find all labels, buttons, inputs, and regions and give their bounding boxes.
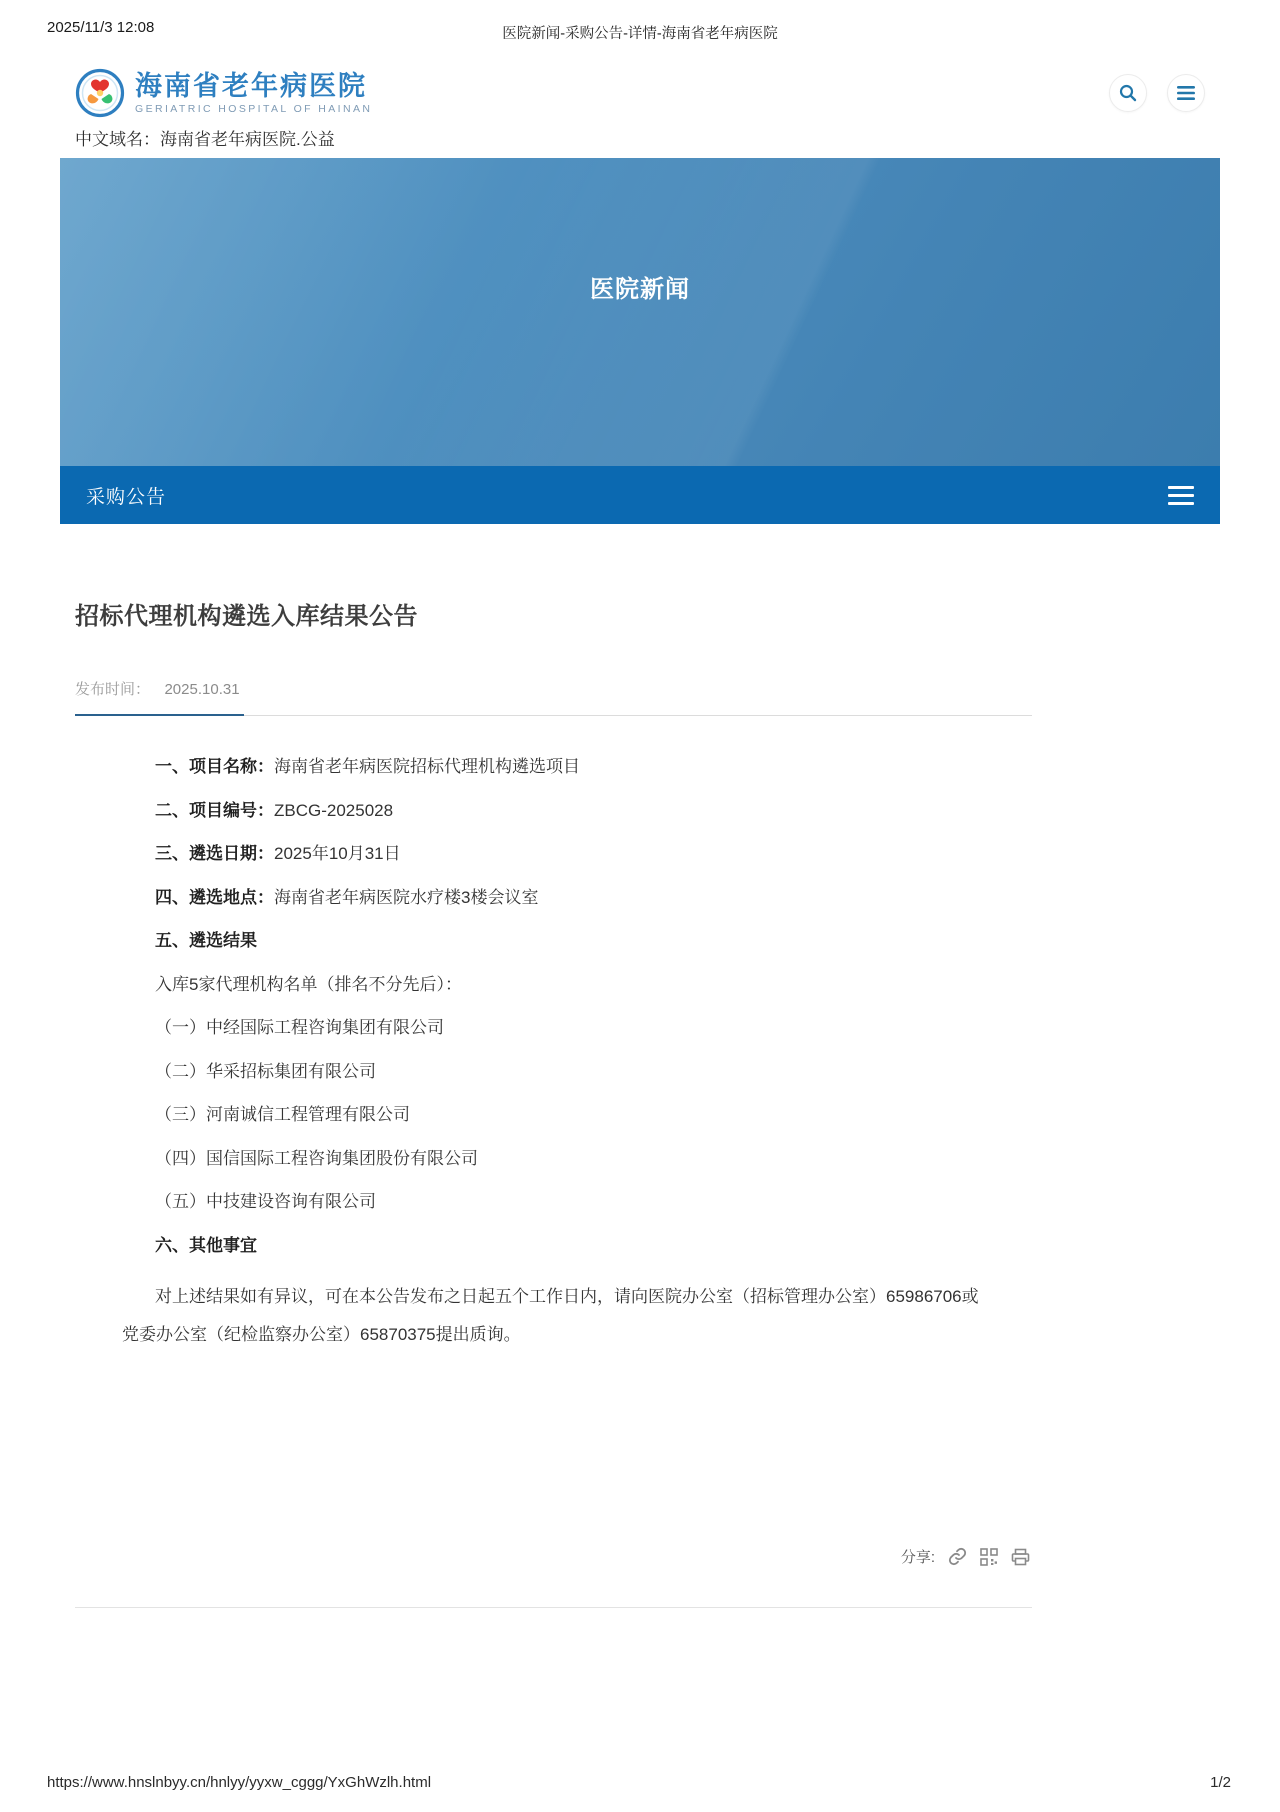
article-body [75, 756, 1032, 1257]
hamburger-menu-icon [1176, 85, 1196, 101]
announcement-article [75, 524, 1032, 1608]
print-footer-url: https://www.hnslnbyy.cn/hnlyy/yyxw_cggg/YxGhWzlh.html [47, 1774, 432, 1791]
printer-icon[interactable] [1011, 1548, 1030, 1566]
hospital-logo-text [135, 71, 372, 115]
print-doc-title: 医院新闻-采购公告-详情-海南省老年病医院 [502, 26, 778, 42]
article-title: 招标代理机构遴选入库结果公告 [75, 603, 418, 630]
qr-code-icon[interactable] [980, 1548, 998, 1566]
other-matters-paragraph: 对上述结果如有异议，可在本公告发布之日起五个工作日内，请向医院办公室（招标管理办公室）65986706或党委办公室（纪检监察办公室）65870375提出质询。 [122, 1287, 979, 1344]
field-selection-place: 四、遴选地点：海南省老年病医院水疗楼3楼会议室 [155, 887, 539, 907]
link-share-icon[interactable] [948, 1547, 967, 1566]
field-project-name: 一、项目名称：海南省老年病医院招标代理机构遴选项目 [155, 757, 580, 776]
header-menu-button[interactable] [1167, 74, 1205, 112]
publish-date: 2025.10.31 [164, 681, 240, 698]
company-item-4: （四）国信国际工程咨询集团股份有限公司 [155, 1148, 478, 1168]
results-intro: 入库5家代理机构名单（排名不分先后）： [155, 974, 462, 994]
share-label: 分享: [900, 1549, 935, 1566]
print-header [47, 19, 1233, 41]
hospital-logo-icon [75, 68, 125, 118]
print-footer [47, 1774, 1233, 1794]
search-button[interactable] [1109, 74, 1147, 112]
section-bar [60, 466, 1220, 524]
company-item-5: （五）中技建设咨询有限公司 [155, 1192, 376, 1211]
chinese-domain-line: 中文域名：海南省老年病医院.公益 [75, 130, 335, 149]
other-matters-heading: 六、其他事宜 [155, 1235, 257, 1255]
publish-meta-row [75, 678, 1032, 716]
site-header [60, 58, 1220, 158]
banner-title: 医院新闻 [590, 275, 690, 303]
news-banner [60, 158, 1220, 466]
article-end-divider [75, 1607, 1032, 1608]
results-heading: 五、遴选结果 [155, 931, 257, 950]
company-item-1: （一）中经国际工程咨询集团有限公司 [155, 1018, 444, 1037]
print-timestamp: 2025/11/3 12:08 [47, 19, 155, 36]
share-row [75, 1546, 1032, 1567]
print-footer-page-number: 1/2 [1210, 1774, 1231, 1791]
hospital-name-en: GERIATRIC HOSPITAL OF HAINAN [135, 103, 373, 115]
section-bar-label[interactable]: 采购公告 [86, 486, 167, 508]
page-wrapper [60, 58, 1220, 1608]
publish-time-label: 发布时间： [75, 681, 151, 698]
search-icon [1118, 83, 1138, 103]
company-item-3: （三）河南诚信工程管理有限公司 [155, 1105, 410, 1124]
hospital-name: 海南省老年病医院 [135, 71, 367, 101]
section-menu-icon[interactable] [1168, 486, 1194, 505]
field-project-number: 二、项目编号：ZBCG-2025028 [155, 800, 394, 820]
field-selection-date: 三、遴选日期：2025年10月31日 [155, 844, 401, 863]
company-item-2: （二）华采招标集团有限公司 [155, 1061, 376, 1081]
